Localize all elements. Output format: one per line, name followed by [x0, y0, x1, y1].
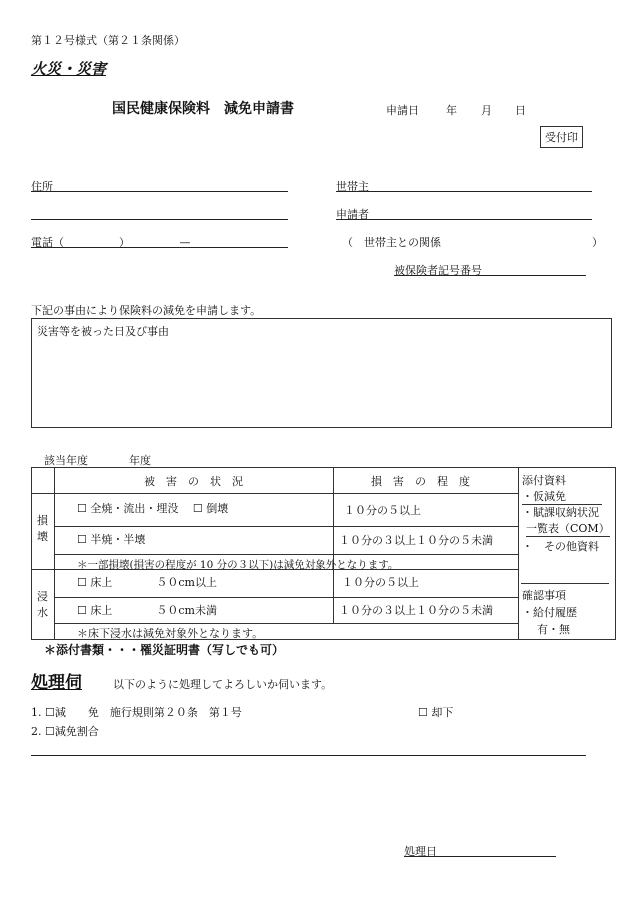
header-degree: 損 害 の 程 度: [371, 475, 470, 488]
attach-item-levy: ・賦課収納状況: [522, 506, 599, 519]
flood-row-2-degree: １０分の３以上１０分の５未満: [339, 604, 493, 617]
processing-date-field[interactable]: [404, 856, 556, 857]
damage-table: [31, 467, 616, 640]
confirm-title: 確認事項: [522, 589, 566, 602]
flood-row-1-status[interactable]: ☐ 床上 ５０cm以上: [77, 576, 217, 589]
householder-field[interactable]: [336, 191, 592, 192]
attach-item-list: 一覧表（COM）: [526, 522, 610, 535]
confirm-item-history: ・給付履歴: [522, 606, 577, 619]
fiscal-year-unit: 年度: [129, 454, 151, 467]
address-field[interactable]: [31, 191, 288, 192]
applicant-field[interactable]: [336, 219, 592, 220]
address-label: 住所: [31, 180, 53, 193]
form-code: 第１２号様式（第２１条関係）: [31, 34, 185, 47]
relation-close: ）: [592, 236, 603, 249]
table-hline: [54, 597, 518, 598]
stamp-label: 受付印: [545, 131, 578, 144]
date-day: 日: [515, 104, 526, 117]
attach-item-other: ・ その他資料: [522, 540, 599, 553]
category-heading: 火災・災害: [31, 60, 107, 78]
insured-number-field[interactable]: [394, 275, 586, 276]
processing-heading: 処理伺: [31, 673, 82, 693]
section-flood: 浸 水: [37, 590, 48, 619]
processing-divider: [31, 755, 586, 756]
request-text: 下記の事由により保険料の減免を申請します。: [31, 304, 262, 317]
attach-divider: [521, 583, 609, 584]
table-hline: [54, 526, 518, 527]
processing-date-label: 処理日: [404, 845, 437, 858]
damage-row-1-degree: １０分の５以上: [344, 504, 421, 517]
processing-item-2[interactable]: 2. ☐減免割合: [31, 725, 99, 738]
reason-label: 災害等を被った日及び事由: [37, 325, 169, 338]
phone-label: 電話（ ） —: [31, 236, 191, 249]
fiscal-year-label: 該当年度: [44, 454, 88, 467]
damage-row-2-degree: １０分の３以上１０分の５未満: [339, 534, 493, 547]
table-vline-degree: [333, 468, 334, 623]
insured-number-label: 被保険者記号番号: [394, 264, 482, 277]
table-vline-attach: [518, 468, 519, 639]
reject-option[interactable]: ☐ 却下: [418, 706, 454, 719]
phone-field[interactable]: [31, 247, 288, 248]
application-date-label: 申請日: [386, 104, 419, 117]
reason-box[interactable]: [31, 318, 612, 428]
date-year: 年: [446, 104, 457, 117]
form-title: 国民健康保険料 減免申請書: [112, 101, 294, 117]
table-hline: [54, 554, 518, 555]
damage-row-2-status[interactable]: ☐ 半焼・半壊: [77, 533, 146, 546]
date-month: 月: [481, 104, 492, 117]
applicant-label: 申請者: [336, 208, 369, 221]
flood-row-1-degree: １０分の５以上: [342, 576, 419, 589]
attach-item-provisional: ・仮減免: [522, 488, 602, 505]
attach-title: 添付資料: [522, 474, 566, 487]
confirm-item-yesno[interactable]: 有・無: [537, 623, 570, 636]
processing-text: 以下のように処理してよろしいか伺います。: [113, 678, 333, 691]
header-status: 被 害 の 状 況: [144, 475, 243, 488]
relation-label: （ 世帯主との関係: [342, 236, 441, 249]
address-field-line2[interactable]: [31, 219, 288, 220]
flood-note: ＊床下浸水は減免対象外となります。: [77, 627, 264, 640]
damage-row-1-status[interactable]: ☐ 全焼・流出・埋没 ☐ 倒壊: [77, 502, 229, 515]
damage-note: ＊一部損壊(損害の程度が 10 分の３以下)は減免対象外となります。: [77, 559, 399, 571]
processing-item-1[interactable]: 1. ☐減 免 施行規則第２０条 第１号: [31, 706, 242, 719]
table-hline: [32, 493, 518, 494]
table-hline: [54, 623, 518, 624]
flood-row-2-status[interactable]: ☐ 床上 ５０cm未満: [77, 604, 217, 617]
attachment-note: ＊添付書類・・・罹災証明書（写しでも可）: [44, 643, 285, 657]
reception-stamp-box: [540, 126, 583, 148]
section-damage: 損 壊: [37, 514, 48, 543]
householder-label: 世帯主: [336, 180, 369, 193]
